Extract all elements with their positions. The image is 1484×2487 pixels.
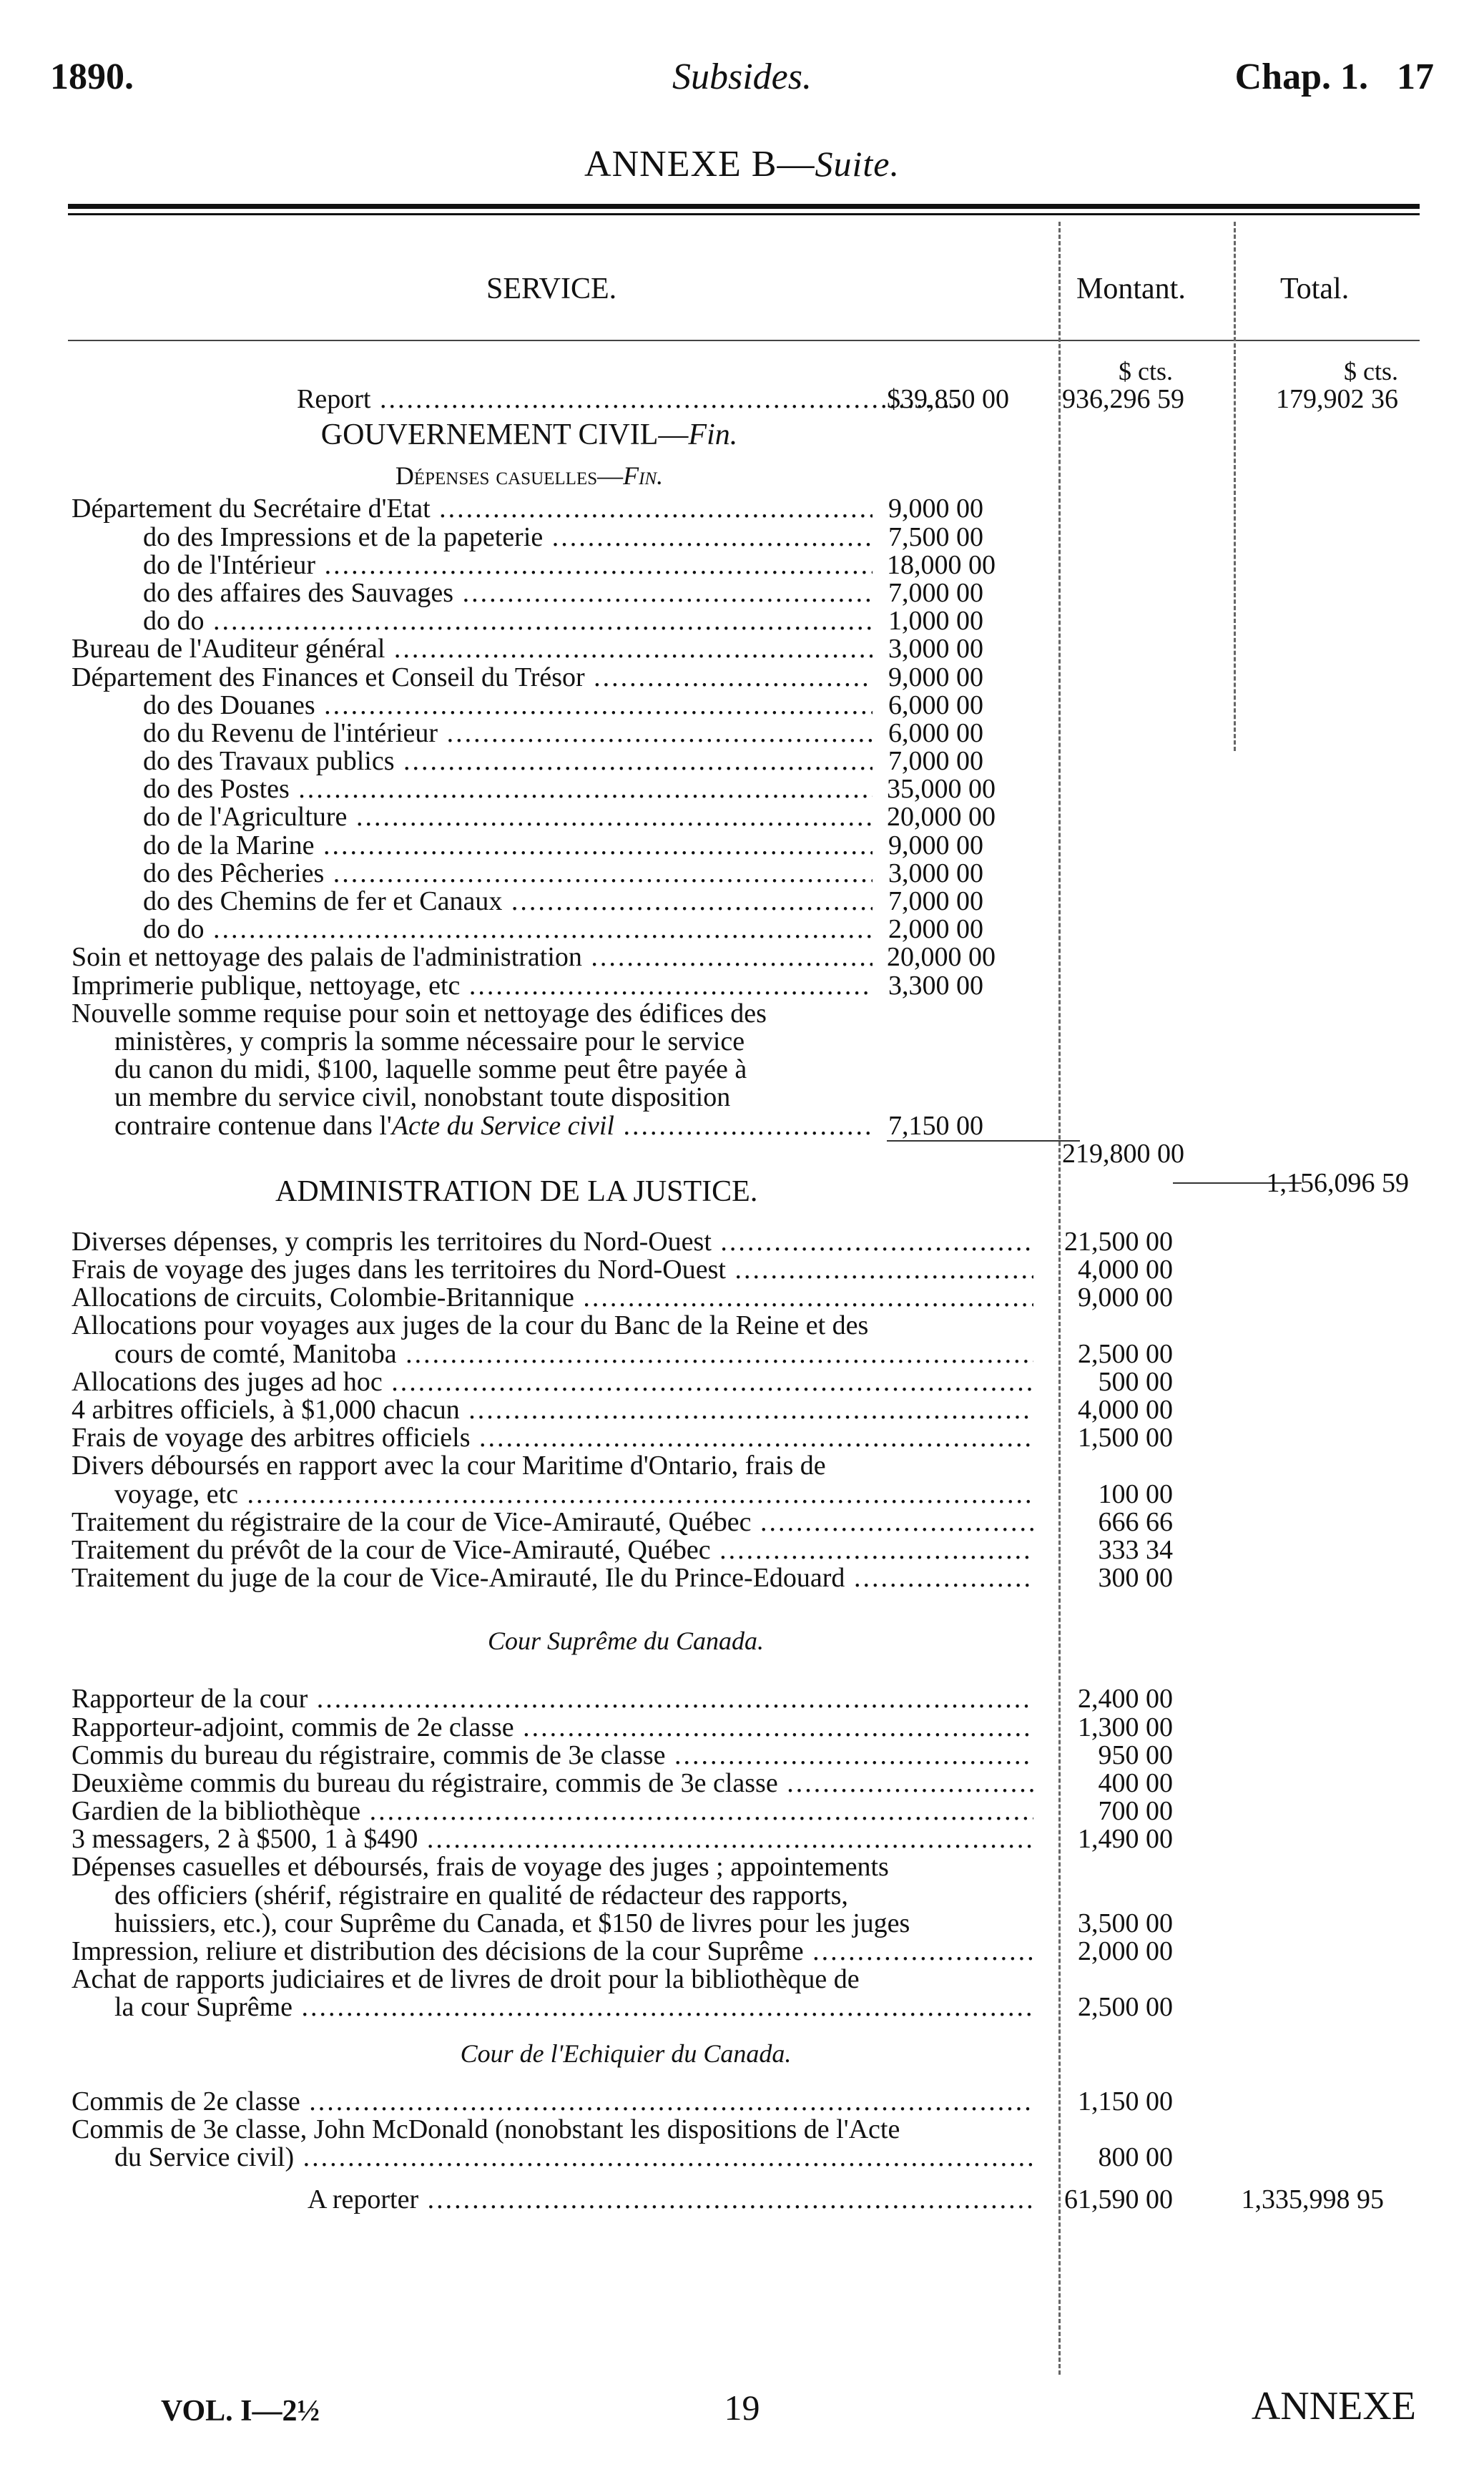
justice-row (72, 1536, 1416, 1564)
nouvelle-act-name: Acte du Service civil (391, 1112, 614, 1140)
supreme-row (72, 1993, 1416, 2021)
gov-expense-row (72, 747, 1416, 775)
nouvelle-line (72, 1028, 1416, 1056)
supreme-row (72, 1910, 1416, 1938)
report-amount-2: 936,296 59 (1062, 384, 1184, 415)
justice-row-amount: 21,500 00 (1064, 1226, 1173, 1257)
gov-expense-row (72, 775, 1416, 803)
supreme-row-label: Dépenses casuelles et déboursés, frais de voyage des juges ; appointements (72, 1853, 889, 1882)
column-header-montant: Montant. (1076, 273, 1186, 305)
gov-expense-row-amount: 2,000 00 (888, 914, 983, 945)
gov-expense-row (72, 635, 1416, 663)
supreme-row-amount: 2,400 00 (1078, 1684, 1173, 1715)
gov-expense-row (72, 803, 1416, 831)
gov-expense-row (72, 692, 1416, 720)
gov-expense-row-amount: 7,000 00 (888, 886, 983, 916)
justice-row-label: Allocations de circuits, Colombie-Britannique ..... (72, 1284, 1033, 1312)
annex-title-main: ANNEXE B— (584, 144, 815, 185)
justice-row-amount: 2,500 00 (1078, 1338, 1173, 1369)
column-header-total: Total. (1280, 273, 1350, 305)
justice-row-label: Traitement du régistraire de la cour de Vice-Amirauté, Québec ..... (72, 1509, 1033, 1536)
nouvelle-last-line (114, 1112, 873, 1140)
gov-expense-row (72, 943, 1416, 971)
gov-expense-row (72, 860, 1416, 888)
exchequer-row (72, 2144, 1416, 2172)
gov-expense-row-label: Département des Finances et Conseil du Trésor ..... (72, 664, 873, 692)
report-amount-3: 179,902 36 (1276, 384, 1398, 415)
gov-expense-row-amount: 7,000 00 (888, 577, 983, 608)
gov-expense-row-amount: 6,000 00 (888, 717, 983, 748)
supreme-row-amount: 700 00 (1098, 1796, 1173, 1827)
unit-montant: $ cts. (1119, 357, 1173, 386)
justice-row-amount: 666 66 (1098, 1506, 1173, 1537)
supreme-row-label: Gardien de la bibliothèque ..... (72, 1797, 1033, 1825)
justice-row (72, 1256, 1416, 1284)
footer-catchword: ANNEXE (1251, 2384, 1416, 2428)
nouvelle-last-text: contraire contenue dans l' (114, 1112, 392, 1140)
header-title: Subsides. (672, 57, 812, 97)
gov-expense-row-label: do de l'Intérieur ..... (143, 551, 873, 579)
double-rule-bottom (68, 213, 1420, 215)
supreme-row (72, 1714, 1416, 1742)
gov-expense-row-label: Bureau de l'Auditeur général ..... (72, 635, 873, 663)
gov-expense-row-amount: 18,000 00 (887, 549, 996, 580)
supreme-row-amount: 950 00 (1098, 1740, 1173, 1770)
unit-total: $ cts. (1344, 357, 1398, 386)
gov-expense-row-label: do des Impressions et de la papeterie ..... (143, 524, 873, 551)
gov-expense-row (72, 551, 1416, 579)
gov-expense-row-amount: 9,000 00 (888, 494, 983, 524)
header-page-number: 17 (1397, 57, 1434, 97)
gov-heading: GOUVERNEMENT CIVIL— (320, 418, 689, 452)
justice-heading-row (72, 1167, 1416, 1207)
nouvelle-line-text: un membre du service civil, nonobstant toute disposition (114, 1084, 731, 1112)
gov-expense-row-label: do des Chemins de fer et Canaux ..... (143, 888, 873, 916)
annex-title (0, 143, 1484, 185)
justice-row-amount: 4,000 00 (1078, 1255, 1173, 1285)
supreme-row (72, 1966, 1416, 1993)
supreme-row (72, 1853, 1416, 1881)
supreme-row (72, 1685, 1416, 1713)
gov-expense-row-label: do des Pêcheries ..... (143, 860, 873, 888)
gov-expense-row-amount: 6,000 00 (888, 690, 983, 720)
gov-sub-fin: Fin. (623, 461, 664, 491)
gov-total-amount: 1,156,096 59 (1266, 1167, 1409, 1198)
gov-expense-row (72, 579, 1416, 607)
exchequer-row-label: du Service civil) ..... (114, 2144, 1033, 2172)
nouvelle-line-text: du canon du midi, $100, laquelle somme peut être payée à (114, 1056, 747, 1084)
exchequer-court-list (72, 2088, 1416, 2172)
supreme-row (72, 1825, 1416, 1853)
gov-subtotal-row (72, 1140, 1416, 1168)
gov-sub: Dépenses casuelles— (395, 461, 624, 491)
gov-expense-row-amount: 20,000 00 (887, 942, 996, 973)
supreme-row-label: Deuxième commis du bureau du régistraire, commis de 3e classe ..... (72, 1770, 1033, 1797)
gov-expense-row-amount: 20,000 00 (887, 802, 996, 833)
supreme-row (72, 1938, 1416, 1966)
supreme-row-amount: 3,500 00 (1078, 1908, 1173, 1938)
gov-expense-row (72, 888, 1416, 916)
justice-expense-list (72, 1228, 1416, 1592)
justice-row-label: Divers déboursés en rapport avec la cour Maritime d'Ontario, frais de (72, 1452, 826, 1481)
gov-expense-row-amount: 9,000 00 (888, 830, 983, 860)
header-year: 1890. (50, 57, 134, 97)
gov-expense-row-amount: 3,300 00 (888, 970, 983, 1001)
justice-row (72, 1340, 1416, 1368)
gov-expense-row-label: do des Douanes ..... (143, 692, 873, 720)
nouvelle-line (72, 1084, 1416, 1112)
report-label: Report ..... (297, 386, 958, 413)
gov-expense-row (72, 664, 1416, 692)
gov-expense-row-amount: 3,000 00 (888, 634, 983, 664)
gov-expense-row-label: do des affaires des Sauvages ..... (143, 579, 873, 607)
gov-expense-row-label: Soin et nettoyage des palais de l'administration ..... (72, 943, 873, 971)
supreme-row-label: Impression, reliure et distribution des décisions de la cour Suprême ..... (72, 1938, 1033, 1966)
gov-expense-row (72, 832, 1416, 860)
annex-title-suite: Suite. (815, 144, 900, 184)
gov-expense-row-label: do des Postes ..... (143, 775, 873, 803)
gov-expense-row (72, 607, 1416, 635)
column-header-rule (68, 340, 1420, 341)
report-amount-1: $39,850 00 (887, 384, 1009, 415)
nouvelle-somme-entry (72, 1000, 1416, 1112)
justice-row-amount: 100 00 (1098, 1478, 1173, 1509)
exchequer-row-amount: 1,150 00 (1078, 2086, 1173, 2116)
justice-row (72, 1424, 1416, 1452)
supreme-row-label: la cour Suprême ..... (114, 1993, 1033, 2021)
supreme-row-amount: 2,000 00 (1078, 1936, 1173, 1966)
supreme-row (72, 1767, 1416, 1798)
exchequer-row-label: Commis de 2e classe ..... (72, 2088, 1033, 2116)
nouvelle-line-text: ministères, y compris la somme nécessaire pour le service (114, 1027, 745, 1056)
section-heading-exchequer: Cour de l'Echiquier du Canada. (460, 2039, 792, 2068)
supreme-row-amount: 2,500 00 (1078, 1992, 1173, 2023)
justice-row-label: 4 arbitres officiels, à $1,000 chacun ..... (72, 1396, 1033, 1424)
carry-forward-amount-2: 61,590 00 (1064, 2184, 1173, 2215)
gov-expense-row-label: do do ..... (143, 607, 873, 635)
nouvelle-amount: 7,150 00 (888, 1110, 983, 1141)
gov-expense-row-amount: 1,000 00 (888, 606, 983, 637)
gov-expense-row-label: Imprimerie publique, nettoyage, etc ..... (72, 972, 873, 1000)
header-chapter: Chap. 1. (1234, 57, 1368, 97)
footer-volume: VOL. I—2½ (161, 2395, 320, 2428)
ledger-body (72, 358, 1416, 2214)
section-heading-supreme: Cour Suprême du Canada. (488, 1627, 764, 1656)
gov-expense-row-label: do des Travaux publics ..... (143, 747, 873, 775)
nouvelle-last-row (72, 1112, 1416, 1140)
exchequer-row (72, 2088, 1416, 2116)
supreme-row-label: Rapporteur-adjoint, commis de 2e classe ..... (72, 1714, 1033, 1742)
gov-expense-list (72, 495, 1416, 999)
footer-page-number: 19 (724, 2388, 760, 2428)
supreme-row-amount: 1,300 00 (1078, 1712, 1173, 1742)
justice-row (72, 1506, 1416, 1537)
justice-row-label: Frais de voyage des arbitres officiels ..... (72, 1424, 1033, 1452)
justice-row-amount: 1,500 00 (1078, 1423, 1173, 1453)
gov-expense-row-label: Département du Secrétaire d'Etat ..... (72, 495, 873, 523)
justice-row (72, 1312, 1416, 1340)
justice-row-amount: 4,000 00 (1078, 1395, 1173, 1425)
supreme-row (72, 1882, 1416, 1910)
supreme-row-label: Rapporteur de la cour ..... (72, 1685, 1033, 1713)
gov-expense-row-label: do do ..... (143, 916, 873, 943)
justice-row (72, 1564, 1416, 1592)
justice-row-amount: 500 00 (1098, 1366, 1173, 1397)
gov-expense-row (72, 916, 1416, 943)
supreme-row-label: huissiers, etc.), cour Suprême du Canada, et $150 de livres pour les juges (114, 1909, 910, 1938)
carry-forward-amount-3: 1,335,998 95 (1241, 2184, 1384, 2215)
running-header (50, 56, 1434, 120)
subsection-heading-casual (72, 456, 1416, 495)
gov-expense-row-amount: 35,000 00 (887, 774, 996, 805)
justice-row (72, 1368, 1416, 1396)
nouvelle-line (72, 1056, 1416, 1084)
justice-row-amount: 333 34 (1098, 1534, 1173, 1565)
gov-expense-row-label: do du Revenu de l'intérieur ..... (143, 720, 873, 747)
justice-row-label: Traitement du juge de la cour de Vice-Amirauté, Ile du Prince-Edouard ..... (72, 1564, 1033, 1592)
gov-expense-row (72, 495, 1416, 523)
gov-subtotal-amount: 219,800 00 (1062, 1138, 1184, 1169)
justice-row-label: Allocations des juges ad hoc ..... (72, 1368, 1033, 1396)
supreme-row-amount: 400 00 (1098, 1767, 1173, 1798)
gov-expense-row-label: do de l'Agriculture ..... (143, 803, 873, 831)
double-rule-top (68, 204, 1420, 209)
justice-row-label: cours de comté, Manitoba ..... (114, 1340, 1033, 1368)
justice-row (72, 1452, 1416, 1480)
justice-row-label: voyage, etc ..... (114, 1481, 1033, 1509)
justice-row-label: Allocations pour voyages aux juges de la cour du Banc de la Reine et des (72, 1312, 869, 1340)
carry-forward-label: A reporter ..... (308, 2186, 1033, 2214)
justice-row-amount: 9,000 00 (1078, 1282, 1173, 1313)
section-heading-gov (72, 413, 1416, 456)
gov-expense-row-label: do de la Marine ..... (143, 832, 873, 860)
gov-expense-row (72, 521, 1416, 552)
gov-expense-row-amount: 7,000 00 (888, 746, 983, 777)
exchequer-row-label: Commis de 3e classe, John McDonald (nonobstant les dispositions de l'Acte (72, 2115, 900, 2144)
justice-row-label: Diverses dépenses, y compris les territoires du Nord-Ouest ..... (72, 1228, 1033, 1256)
unit-row (72, 358, 1416, 386)
gov-expense-row-amount: 7,500 00 (888, 521, 983, 552)
justice-row (72, 1228, 1416, 1256)
supreme-row-label: 3 messagers, 2 à $500, 1 à $490 ..... (72, 1825, 1033, 1853)
carry-forward-row (72, 2186, 1416, 2214)
justice-row (72, 1396, 1416, 1424)
column-header-service: SERVICE. (486, 273, 617, 305)
justice-row-amount: 300 00 (1098, 1563, 1173, 1594)
gov-expense-row (72, 972, 1416, 1000)
supreme-row (72, 1797, 1416, 1825)
nouvelle-line-text: Nouvelle somme requise pour soin et nettoyage des édifices des (72, 999, 767, 1028)
gov-expense-row-amount: 9,000 00 (888, 662, 983, 692)
supreme-court-list (72, 1685, 1416, 2021)
justice-row (72, 1284, 1416, 1312)
exchequer-row (72, 2116, 1416, 2144)
supreme-row-label: Commis du bureau du régistraire, commis de 3e classe ..... (72, 1742, 1033, 1770)
justice-row-label: Traitement du prévôt de la cour de Vice-Amirauté, Québec ..... (72, 1536, 1033, 1564)
nouvelle-line (72, 1000, 1416, 1028)
supreme-row (72, 1742, 1416, 1770)
page-footer (68, 2383, 1416, 2433)
gov-heading-fin: Fin. (688, 418, 738, 452)
gov-expense-row (72, 717, 1416, 748)
header-chapter-page (1207, 56, 1434, 98)
supreme-row-label: des officiers (shérif, régistraire en qualité de rédacteur des rapports, (114, 1881, 848, 1910)
report-row (72, 386, 1416, 413)
exchequer-row-amount: 800 00 (1098, 2142, 1173, 2172)
section-heading-justice: ADMINISTRATION DE LA JUSTICE. (275, 1177, 758, 1207)
supreme-row-amount: 1,490 00 (1078, 1824, 1173, 1855)
subtotal-rule (887, 1140, 1080, 1142)
justice-row (72, 1478, 1416, 1509)
supreme-row-label: Achat de rapports judiciaires et de livres de droit pour la bibliothèque de (72, 1966, 860, 1994)
justice-row-label: Frais de voyage des juges dans les territoires du Nord-Ouest ..... (72, 1256, 1033, 1284)
gov-expense-row-amount: 3,000 00 (888, 858, 983, 888)
